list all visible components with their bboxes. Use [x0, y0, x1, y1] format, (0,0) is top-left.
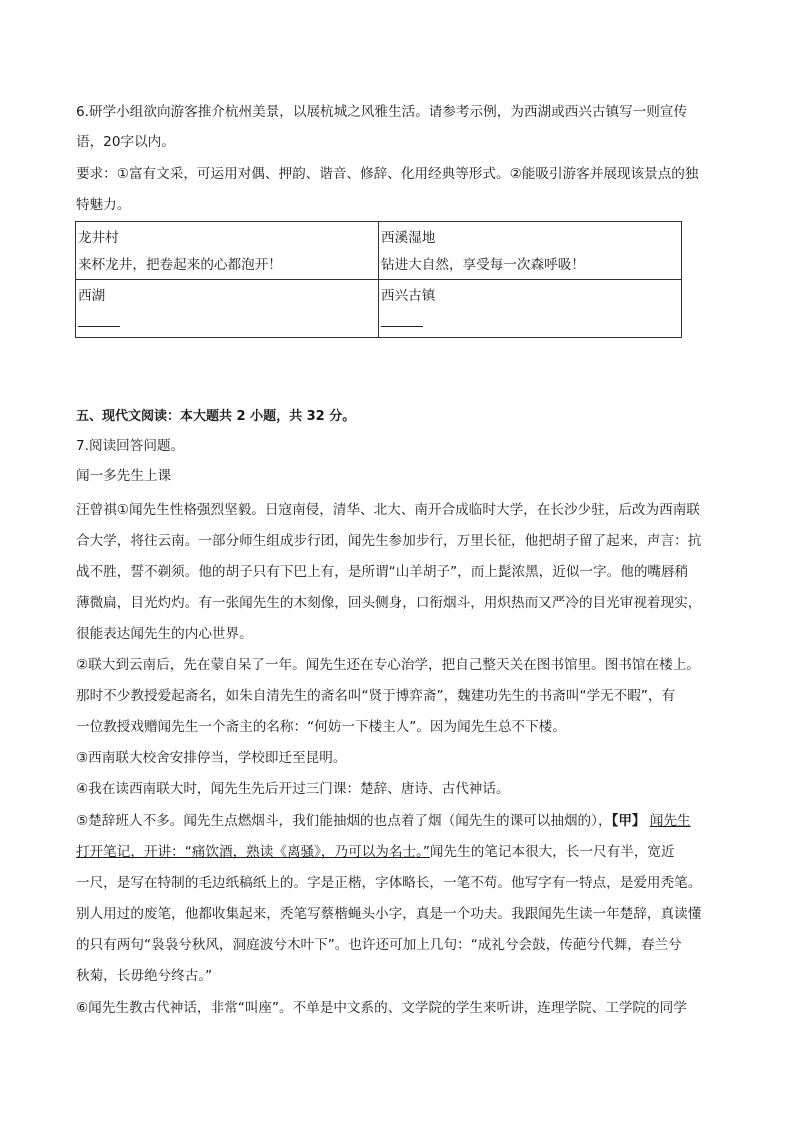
paragraph-line: ⑥闻先生教古代神话，非常“叫座”。不单是中文系的、文学院的学生来听讲，连理学院、工学院的同学 — [76, 1000, 687, 1016]
paragraph-line: 一尺，是写在特制的毛边纸稿纸上的。字是正楷，字体略长，一笔不苟。他写字有一特点，是爱用秃笔。 — [76, 875, 702, 891]
p5-text: ⑤楚辞班人不多。闻先生点燃烟斗，我们能抽烟的也点着了烟（闻先生的课可以抽烟的）， — [76, 813, 612, 829]
q6-requirement-line-1: 要求：①富有文采，可运用对偶、押韵、谐音、修辞、化用经典等形式。②能吸引游客并展现该景点的独 — [76, 166, 699, 182]
paragraph-line: ②联大到云南后，先在蒙自呆了一年。闻先生还在专心治学，把自己整天关在图书馆里。图书馆在楼上。 — [76, 657, 700, 673]
paragraph-line: 别人用过的废笔，他都收集起来，秃笔写蔡楷蝇头小字，真是一个功夫。我跟闻先生读一年楚辞，真读懂 — [76, 906, 702, 922]
paragraph-line: 秋菊，长毋绝兮终古。” — [76, 968, 213, 984]
paragraph-line: 薄微扁，目光灼灼。有一张闻先生的木刻像，回头侧身，口衔烟斗，用炽热而又严冷的目光审视着现实， — [76, 595, 702, 611]
table-cell-xixing — [379, 280, 682, 338]
cell-title: 西湖 — [78, 288, 106, 304]
cell-title: 龙井村 — [78, 230, 119, 246]
p5-text: 闻先生的笔记本很大，长一尺有半，宽近 — [429, 844, 675, 860]
paragraph-line: 一位教授戏赠闻先生一个斋主的名称：“何妨一下楼主人”。因为闻先生总不下楼。 — [76, 719, 566, 735]
paragraph-line: ④我在读西南联大时，闻先生先后开过三门课：楚辞、唐诗、古代神话。 — [76, 781, 510, 797]
underlined-text: 打开笔记，开讲：“痛饮酒，熟读《离骚》，乃可以为名士。” — [76, 844, 430, 860]
underlined-text: 闻先生 — [649, 813, 691, 829]
table-cell-xixi — [379, 222, 682, 280]
q6-requirement-line-2: 特魅力。 — [76, 197, 131, 213]
paragraph-line: 很能表达闻先生的内心世界。 — [76, 626, 253, 642]
cell-slogan: 来杯龙井，把卷起来的心都泡开！ — [78, 257, 282, 273]
cell-title: 西兴古镇 — [381, 288, 436, 304]
table-row — [76, 222, 682, 280]
article-title: 闻一多先生上课 — [76, 468, 172, 484]
answer-blank[interactable] — [78, 314, 120, 327]
q7-prompt: 7.阅读回答问题。 — [76, 438, 185, 454]
q6-line-2: 语，20字以内。 — [76, 134, 175, 150]
paragraph-line: 战不胜，誓不剃须。他的胡子只有下巴上有，是所谓“山羊胡子”，而上髭浓黑，近似一字。他的嘴唇稍 — [76, 564, 689, 580]
section-heading: 五、现代文阅读：本大题共 2 小题，共 32 分。 — [76, 409, 356, 424]
cell-title: 西溪湿地 — [381, 230, 436, 246]
paragraph-line: ③西南联大校舍安排停当，学校即迁至昆明。 — [76, 750, 347, 766]
table-cell-longjing — [76, 222, 379, 280]
jia-marker: 【甲】 — [611, 813, 646, 829]
q6-line-1: 6.研学小组欲向游客推介杭州美景，以展杭城之风雅生活。请参考示例，为西湖或西兴古镇写一则宣传 — [76, 104, 688, 120]
paragraph-line: 合大学，将往云南。一部分师生组成步行团，闻先生参加步行，万里长征，他把胡子留了起来，声言：抗 — [76, 533, 702, 549]
paragraph-line-with-marker — [76, 811, 691, 831]
table-row — [76, 280, 682, 338]
slogan-table — [75, 221, 682, 338]
paragraph-line: 汪曾祺①闻先生性格强烈坚毅。日寇南侵，清华、北大、南开合成临时大学，在长沙少驻，后改为西南联 — [76, 502, 700, 518]
paragraph-line — [76, 842, 675, 862]
cell-slogan: 钻进大自然，享受每一次森呼吸！ — [381, 257, 585, 273]
table-cell-xihu — [76, 280, 379, 338]
answer-blank[interactable] — [381, 314, 423, 327]
paragraph-line: 那时不少教授爱起斋名，如朱自清先生的斋名叫“贤于博弈斋”，魏建功先生的书斋叫“学无不暇”，有 — [76, 688, 676, 704]
paragraph-line: 的只有两句“袅袅兮秋风，洞庭波兮木叶下”。也许还可加上几句：“成礼兮会鼓，传葩兮代舞，春兰兮 — [76, 937, 682, 953]
